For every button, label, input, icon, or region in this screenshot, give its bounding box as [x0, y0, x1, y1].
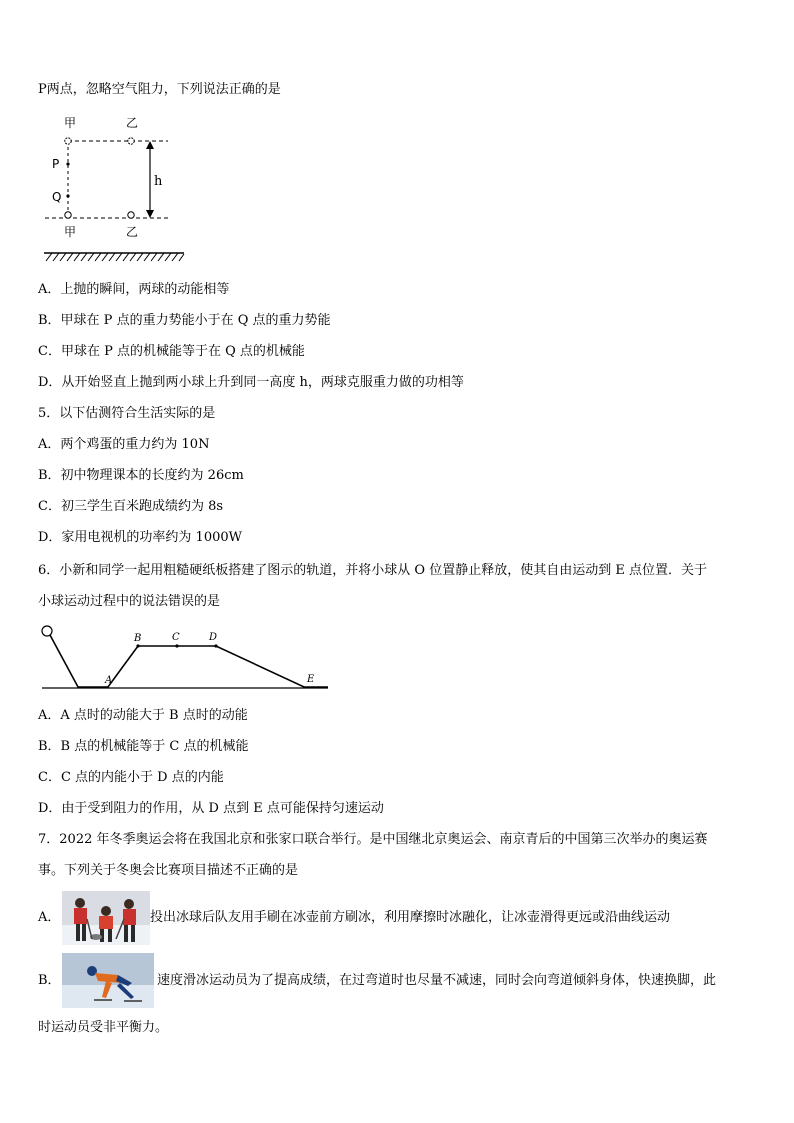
q7-stem-line1: 7．2022 年冬季奥运会将在我国北京和张家口联合举行。是中国继北京奥运会、南京青后的中国第三次举办的奥运赛: [38, 832, 708, 847]
q5-option-b: B．初中物理课本的长度约为 26cm: [38, 468, 244, 483]
track-line: [50, 635, 328, 687]
q6-option-c: C．C 点的内能小于 D 点的内能: [38, 770, 224, 785]
label-jia-top: 甲: [64, 116, 77, 130]
label-yi-top: 乙: [126, 116, 139, 130]
label-d: D: [209, 632, 218, 643]
q7-stem-line2: 事。下列关于冬奥会比赛项目描述不正确的是: [38, 863, 299, 878]
point-b: [136, 644, 139, 647]
q4-intro: P两点，忽略空气阻力，下列说法正确的是: [38, 82, 281, 97]
point-p: [66, 162, 69, 165]
q7-option-b-label: B．: [38, 973, 61, 988]
q6-stem-line1: 6．小新和同学一起用粗糙硬纸板搭建了图示的轨道，并将小球从 O 位置静止释放，使其自由运动到 E 点位置．关于: [38, 563, 707, 578]
q6-option-a: A．A 点时的动能大于 B 点时的动能: [38, 708, 248, 723]
label-p: P: [52, 157, 60, 171]
q7-option-a-label: A．: [38, 910, 61, 925]
q7-option-b-text-line2: 时运动员受非平衡力。: [38, 1020, 169, 1035]
q6-stem-line2: 小球运动过程中的说法错误的是: [38, 594, 221, 609]
height-arrow-down: [146, 210, 154, 218]
q7-option-a-text: 投出冰球后队友用手刷在冰壶前方刷冰，利用摩擦时冰融化，让冰壶滑得更远或沿曲线运动: [150, 910, 671, 925]
q4-option-b: B．甲球在 P 点的重力势能小于在 Q 点的重力势能: [38, 313, 331, 328]
ground-hatching: [46, 253, 184, 261]
q6-option-b: B．B 点的机械能等于 C 点的机械能: [38, 739, 249, 754]
point-c: [175, 644, 178, 647]
jia-ball-bottom: [65, 212, 71, 218]
point-d: [214, 644, 217, 647]
q5-stem: 5．以下估测符合生活实际的是: [38, 406, 216, 421]
q5-option-c: C．初三学生百米跑成绩约为 8s: [38, 499, 224, 514]
yi-ball-bottom: [128, 212, 134, 218]
q7-option-b-text-line1: 速度滑冰运动员为了提高成绩，在过弯道时也尽量不减速，同时会向弯道倾斜身体，快速换脚，此: [157, 973, 717, 988]
label-yi-bottom: 乙: [126, 225, 139, 239]
q6-figure-track: [38, 622, 333, 694]
q4-option-d: D．从开始竖直上抛到两小球上升到同一高度 h，两球克服重力做的功相等: [38, 375, 464, 390]
curling-photo: [62, 891, 150, 945]
yi-ball-top: [128, 138, 134, 144]
q5-option-a: A．两个鸡蛋的重力约为 10N: [38, 437, 210, 452]
speed-skating-photo: [62, 953, 154, 1008]
q6-option-d: D．由于受到阻力的作用，从 D 点到 E 点可能保持匀速运动: [38, 801, 384, 816]
label-a: A: [105, 675, 113, 686]
ball-o: [42, 626, 52, 636]
label-q: Q: [52, 190, 62, 204]
label-h: h: [154, 174, 163, 189]
label-jia-bottom: 甲: [64, 225, 77, 239]
label-b: B: [134, 633, 142, 644]
jia-ball-top: [65, 138, 71, 144]
label-e: E: [307, 674, 315, 685]
q5-option-d: D．家用电视机的功率约为 1000W: [38, 530, 243, 545]
q4-option-c: C．甲球在 P 点的机械能等于在 Q 点的机械能: [38, 344, 305, 359]
point-q: [66, 194, 69, 197]
q4-option-a: A．上抛的瞬间，两球的动能相等: [38, 282, 230, 297]
q4-figure-two-balls-height: [40, 115, 190, 267]
label-c: C: [172, 632, 180, 643]
height-arrow-up: [146, 141, 154, 149]
